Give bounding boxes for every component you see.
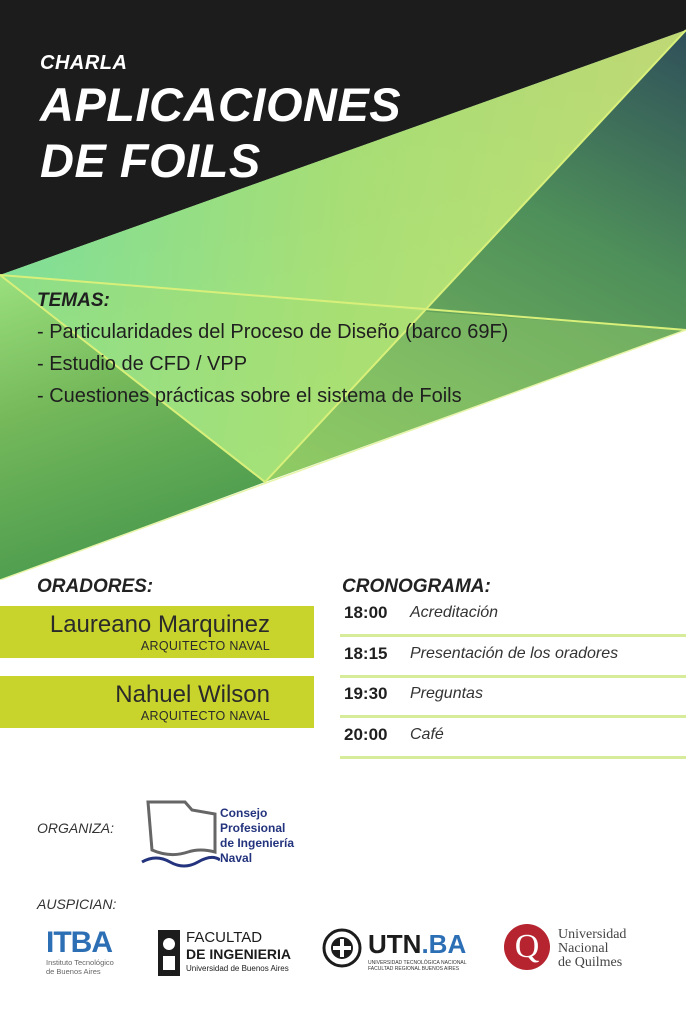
fiuba-logo-subtext: Universidad de Buenos Aires bbox=[186, 964, 289, 973]
schedule-row bbox=[340, 716, 686, 759]
speaker-card bbox=[0, 606, 314, 658]
itba-logo-subtext: Instituto Tecnológico bbox=[46, 958, 114, 967]
schedule-time: 19:30 bbox=[344, 684, 388, 703]
unq-emblem-icon: Q bbox=[504, 924, 550, 970]
itba-logo-text: ITBA bbox=[46, 926, 112, 959]
schedule-activity: Presentación de los oradores bbox=[410, 645, 619, 662]
utn-emblem-icon bbox=[322, 928, 362, 968]
schedule-activity: Acreditación bbox=[410, 604, 499, 621]
schedule-time: 18:15 bbox=[344, 644, 388, 663]
page-title bbox=[40, 77, 401, 189]
schedule-activity: Café bbox=[410, 726, 444, 743]
cpin-emblem-icon bbox=[140, 800, 220, 870]
temas-section bbox=[37, 290, 508, 412]
itba-logo-subtext: de Buenos Aires bbox=[46, 967, 101, 976]
cpin-logo-text: de Ingeniería bbox=[220, 836, 295, 850]
utn-ba-logo bbox=[322, 926, 472, 976]
kicker-text: CHARLA bbox=[40, 52, 128, 74]
unq-logo-text: Universidad bbox=[558, 927, 627, 942]
schedule-row bbox=[340, 635, 686, 678]
utn-logo-text: UTN bbox=[368, 929, 422, 959]
unq-logo bbox=[504, 922, 644, 976]
cronograma-label: CRONOGRAMA: bbox=[342, 576, 491, 597]
cpin-logo-text: Profesional bbox=[220, 821, 286, 835]
speaker-role: ARQUITECTO NAVAL bbox=[140, 639, 270, 653]
utn-ba-logo-text bbox=[368, 930, 466, 958]
speaker-card bbox=[0, 676, 314, 728]
schedule-row bbox=[340, 594, 686, 637]
schedule-row bbox=[340, 675, 686, 718]
header bbox=[40, 52, 401, 189]
fiuba-logo bbox=[158, 928, 308, 978]
organiza-label: ORGANIZA: bbox=[37, 820, 115, 836]
fiuba-logo-text: FACULTAD bbox=[186, 929, 263, 946]
temas-item: - Cuestiones prácticas sobre el sistema de Foils bbox=[37, 385, 462, 407]
temas-label: TEMAS: bbox=[37, 290, 110, 311]
title-line-2: DE FOILS bbox=[40, 134, 261, 187]
unq-logo-text: Nacional bbox=[558, 941, 609, 956]
unq-logo-text: de Quilmes bbox=[558, 955, 623, 970]
ba-logo-text: .BA bbox=[421, 929, 467, 959]
speaker-role: ARQUITECTO NAVAL bbox=[140, 709, 270, 723]
itba-logo bbox=[46, 928, 136, 980]
schedule-time: 18:00 bbox=[344, 603, 388, 622]
cpin-logo-text: Consejo bbox=[220, 806, 268, 820]
speaker-name: Nahuel Wilson bbox=[115, 681, 270, 708]
temas-item: - Estudio de CFD / VPP bbox=[37, 353, 248, 375]
fiuba-logo-text: DE INGENIERIA bbox=[186, 946, 292, 962]
cpin-logo bbox=[140, 800, 330, 870]
fiuba-emblem-icon bbox=[158, 930, 180, 976]
cpin-logo-text: Naval bbox=[220, 851, 253, 865]
utn-logo-subtext: UNIVERSIDAD TECNOLÓGICA NACIONAL bbox=[368, 960, 467, 966]
schedule-activity: Preguntas bbox=[410, 685, 483, 702]
schedule-time: 20:00 bbox=[344, 725, 388, 744]
title-line-1: APLICACIONES bbox=[40, 78, 402, 131]
oradores-label: ORADORES: bbox=[37, 576, 154, 597]
temas-item: - Particularidades del Proceso de Diseño (barco 69F) bbox=[37, 321, 509, 343]
speaker-name: Laureano Marquinez bbox=[49, 611, 270, 638]
auspician-label: AUSPICIAN: bbox=[37, 896, 117, 912]
utn-logo-subtext: FACULTAD REGIONAL BUENOS AIRES bbox=[368, 966, 460, 972]
